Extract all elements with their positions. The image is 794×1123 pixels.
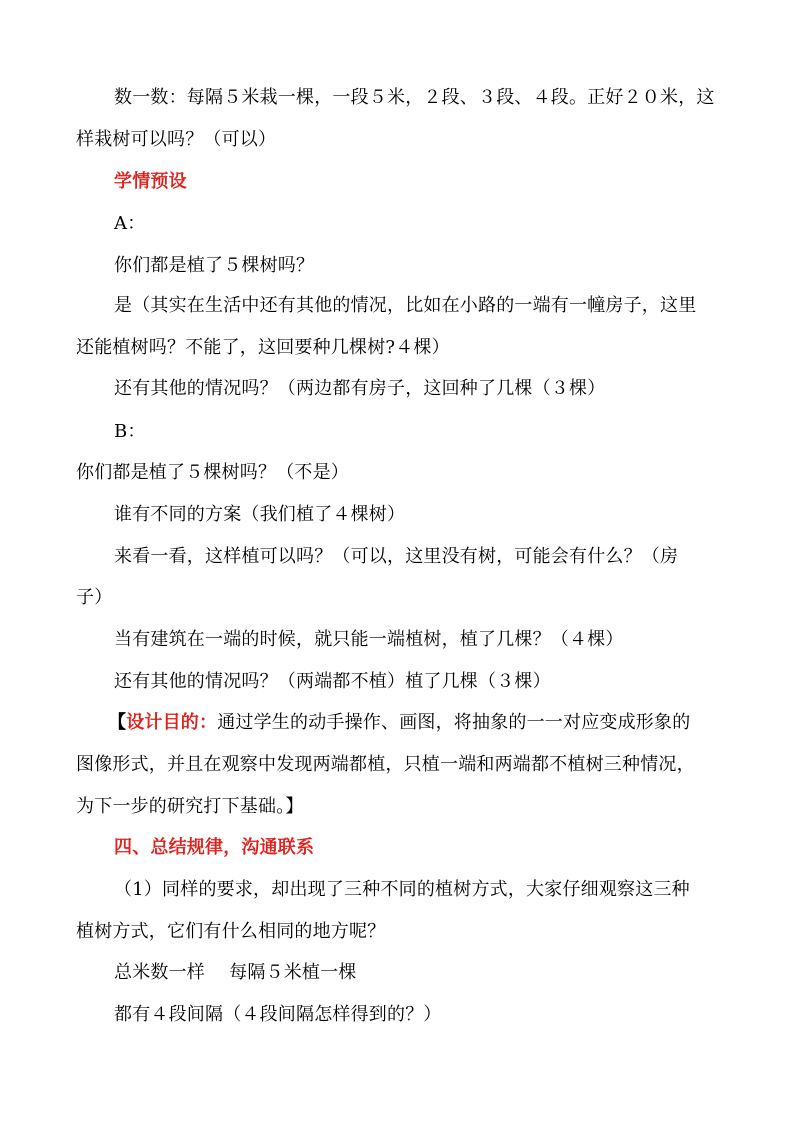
paragraph-line: 还有其他的情况吗？（两边都有房子，这回种了几棵（３棵）: [114, 378, 606, 399]
paragraph-line: 谁有不同的方案（我们植了４棵树）: [114, 504, 406, 525]
paragraph-line: 还能植树吗？不能了，这回要种几棵树?４棵）: [76, 337, 450, 358]
paragraph-line: 样栽树可以吗？（可以）: [76, 129, 277, 150]
paragraph-line: 来看一看，这样植可以吗？（可以，这里没有树，可能会有什么？（房: [114, 546, 679, 567]
paragraph-line: 子）: [76, 587, 113, 608]
paragraph-line: A：: [114, 213, 146, 234]
section-heading: 四、总结规律，沟通联系: [114, 837, 315, 858]
design-purpose-line: [108, 711, 690, 735]
paragraph-line: 都有４段间隔（４段间隔怎样得到的？）: [114, 1004, 442, 1025]
paragraph-line: 你们都是植了５棵树吗？（不是）: [76, 462, 349, 483]
design-purpose-text: 通过学生的动手操作、画图，将抽象的一一对应变成形象的: [217, 712, 691, 733]
paragraph-line: 当有建筑在一端的时候，就只能一端植树，植了几棵？（４棵）: [114, 629, 624, 650]
paragraph-line: 数一数：每隔５米栽一棵，一段５米，２段、３段、４段。正好２０米，这: [114, 87, 715, 108]
paragraph-line: 还有其他的情况吗？（两端都不植）植了几棵（３棵）: [114, 671, 551, 692]
paragraph-line: 是（其实在生活中还有其他的情况，比如在小路的一端有一幢房子，这里: [114, 295, 697, 316]
paragraph-line: 为下一步的研究打下基础。】: [76, 796, 304, 817]
paragraph-line: 总米数一样 每隔５米植一棵: [114, 962, 357, 983]
paragraph-line: 你们都是植了５棵树吗？: [114, 255, 315, 276]
paragraph-line: B：: [114, 421, 146, 442]
paragraph-line: 图像形式，并且在观察中发现两端都植，只植一端和两端都不植树三种情况，: [76, 754, 695, 775]
paragraph-line: （1）同样的要求，却出现了三种不同的植树方式，大家仔细观察这三种: [114, 879, 690, 900]
section-heading: 学情预设: [114, 171, 187, 192]
paragraph-line: 植树方式，它们有什么相同的地方呢？: [76, 921, 386, 942]
open-bracket: 【: [108, 712, 127, 733]
design-purpose-label: 设计目的：: [126, 712, 218, 733]
